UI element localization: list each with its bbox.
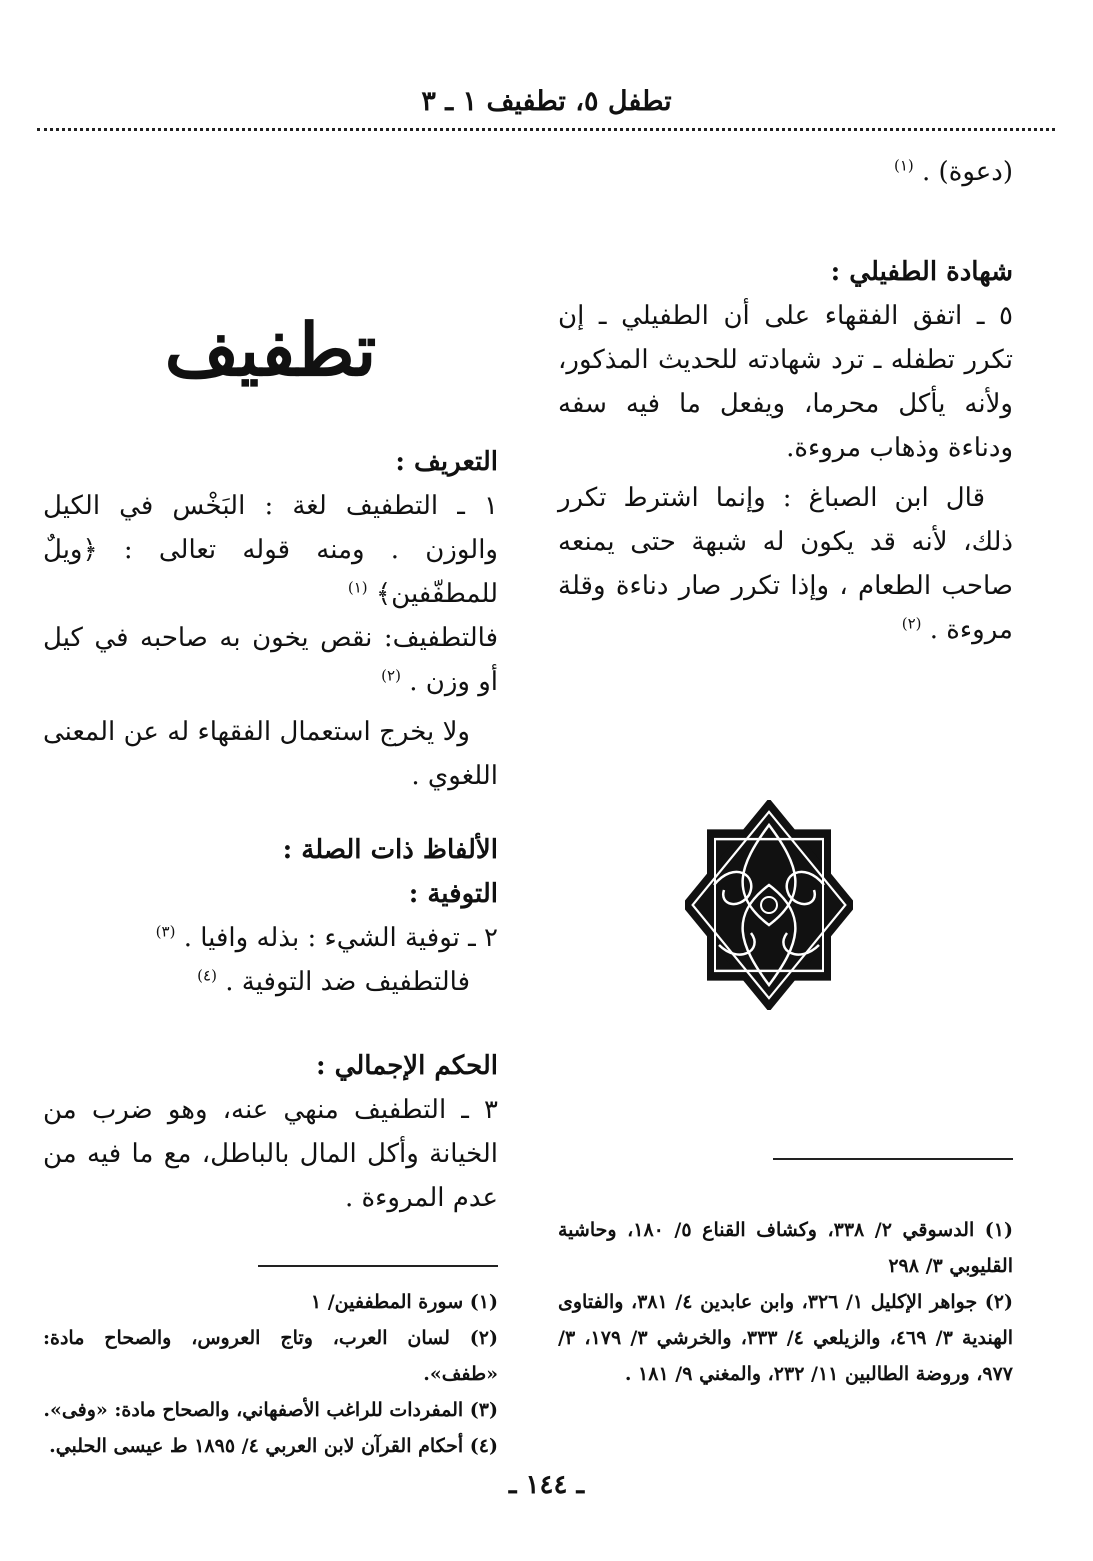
paragraph-5: ٥ ـ اتفق الفقهاء على أن الطفيلي ـ إن تكرر تطفله ـ ترد شهادته للحديث المذكور، ولأنه يأكل محرما، ويفعل ما فيه سفه ودناءة وذهاب مروءة. bbox=[558, 301, 1013, 463]
tawfiya-heading: التوفية : bbox=[408, 879, 498, 909]
octagram-arabesque-icon bbox=[685, 800, 853, 1010]
definition-text: ١ ـ التطفيف لغة : البَخْس في الكيل والوزن . ومنه قوله تعالى : ﴿ويلٌ للمطفّفين﴾ bbox=[43, 491, 498, 609]
footnote-divider-right bbox=[773, 1158, 1013, 1160]
footnote-ref: (١) bbox=[347, 578, 368, 597]
footnote-4: (٤) أحكام القرآن لابن العربي ٤/ ١٨٩٥ ط عيسى الحلبي. bbox=[49, 1435, 498, 1457]
ruling-paragraph: ٣ ـ التطفيف منهي عنه، وهو ضرب من الخيانة وأكل المال بالباطل، مع ما فيه من عدم المروءة . bbox=[43, 1095, 498, 1213]
page-number: ـ ١٤٤ ـ bbox=[508, 1470, 585, 1500]
footnote-ref: (٢) bbox=[381, 666, 401, 685]
tawfiya-paragraph-2 bbox=[43, 960, 498, 1004]
entry-title: تطفيف bbox=[164, 307, 377, 392]
header-divider bbox=[37, 128, 1055, 131]
tawfiya-paragraph-1 bbox=[43, 916, 498, 960]
tawfiya-text: ٢ ـ توفية الشيء : بذله وافيا . bbox=[183, 923, 498, 953]
section-heading-witness: شهادة الطفيلي : bbox=[830, 257, 1013, 287]
left-column-body bbox=[43, 440, 498, 1220]
definition-paragraph-2 bbox=[43, 616, 498, 704]
footnote-2: (٢) جواهر الإكليل ١/ ٣٢٦، وابن عابدين ٤/ ٣٨١، والفتاوى الهندية ٣/ ٤٦٩، والزيلعي ٤/ ٣٣٣، والخرشي ٣/ ١٧٩، ٣/ ٩٧٧، وروضة الطالبين ١١/ ٢٣٢، والمغني ٩/ ١٨١ . bbox=[558, 1291, 1014, 1385]
definition-heading: التعريف : bbox=[395, 447, 498, 477]
footnote-ref: (٢) bbox=[901, 614, 922, 633]
left-footnotes bbox=[43, 1284, 498, 1464]
footnote-2: (٢) لسان العرب، وتاج العروس، والصحاح مادة: «طفف». bbox=[43, 1327, 498, 1385]
footnote-ref: (١) bbox=[893, 156, 914, 175]
ruling-heading: الحكم الإجمالي : bbox=[316, 1051, 498, 1081]
quote-text: قال ابن الصباغ : وإنما اشترط تكرر ذلك، لأنه قد يكون له شبهة حتى يمنعه صاحب الطعام ، وإذا تكرر صار دناءة وقلة مروءة . bbox=[558, 483, 1013, 645]
tawfiya-text: فالتطفيف ضد التوفية . bbox=[225, 967, 470, 997]
opening-line bbox=[558, 150, 1013, 194]
opening-text: (دعوة) . bbox=[922, 157, 1013, 187]
footnote-ref: (٣) bbox=[155, 922, 176, 941]
footnote-3: (٣) المفردات للراغب الأصفهاني، والصحاح مادة: «وفى». bbox=[43, 1399, 498, 1421]
definition-paragraph-3: ولا يخرج استعمال الفقهاء له عن المعنى اللغوي . bbox=[43, 717, 498, 791]
right-column bbox=[558, 150, 1013, 194]
running-header: تطفل ٥، تطفيف ١ ـ ٣ bbox=[421, 86, 672, 117]
definition-text: فالتطفيف: نقص يخون به صاحبه في كيل أو وزن . bbox=[43, 623, 498, 697]
definition-paragraph-1 bbox=[43, 484, 498, 616]
related-terms-heading: الألفاظ ذات الصلة : bbox=[282, 835, 498, 865]
right-footnotes bbox=[558, 1212, 1013, 1392]
quote-paragraph bbox=[558, 476, 1013, 652]
footnote-divider-left bbox=[258, 1265, 498, 1267]
footnote-1: (١) سورة المطففين/ ١ bbox=[310, 1291, 498, 1313]
left-column bbox=[43, 305, 498, 395]
footnote-1: (١) الدسوقي ٢/ ٣٣٨، وكشاف القناع ٥/ ١٨٠، وحاشية القليوبي ٣/ ٢٩٨ bbox=[558, 1219, 1014, 1277]
right-column-body bbox=[558, 250, 1013, 652]
footnote-ref: (٤) bbox=[197, 966, 217, 985]
